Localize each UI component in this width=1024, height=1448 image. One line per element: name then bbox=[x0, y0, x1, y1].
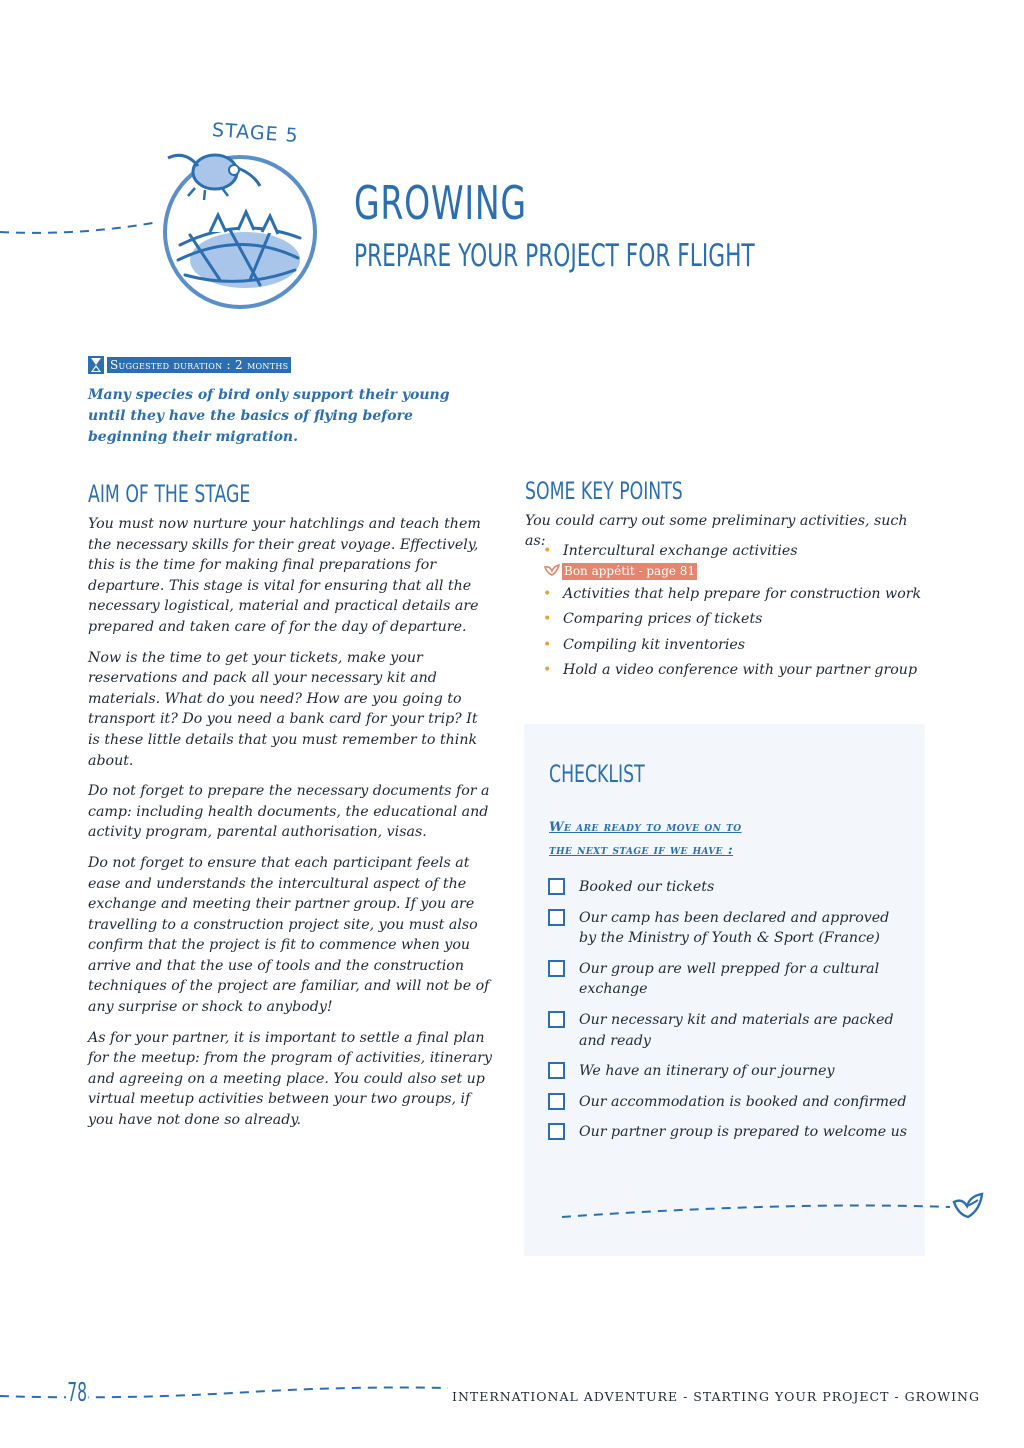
reference-link[interactable] bbox=[540, 563, 930, 580]
duration-text: Suggested duration : 2 months bbox=[107, 357, 291, 373]
checklist-subtitle-line: We are ready to move on to bbox=[549, 820, 742, 835]
bullet-icon: • bbox=[543, 662, 552, 679]
checklist-item bbox=[548, 1122, 908, 1143]
bullet-icon: • bbox=[543, 611, 552, 628]
list-item bbox=[540, 541, 930, 561]
list-item bbox=[540, 609, 930, 629]
checklist-item bbox=[548, 877, 908, 898]
checklist-item bbox=[548, 1010, 908, 1051]
aim-body bbox=[88, 514, 493, 1141]
intro-text: Many species of bird only support their young until they have the basics of flying before beginning their migration. bbox=[88, 387, 450, 445]
bullet-icon: • bbox=[543, 636, 552, 653]
key-point-text: Comparing prices of tickets bbox=[563, 611, 763, 628]
checklist-subtitle bbox=[549, 816, 809, 862]
duration-badge bbox=[88, 355, 291, 375]
key-point-text: Activities that help prepare for construction work bbox=[563, 585, 922, 602]
aim-paragraph: As for your partner, it is important to settle a final plan for the meetup: from the program of activities, itinerary and agreeing on a meeting place. You could also set up virtual meetup activities between your two groups, if you have not done so already. bbox=[88, 1029, 493, 1129]
checklist-item bbox=[548, 1092, 908, 1113]
bullet-icon: • bbox=[543, 585, 552, 602]
aim-heading: AIM OF THE STAGE bbox=[88, 480, 251, 508]
dashed-flight-path-left bbox=[0, 212, 160, 242]
checklist-heading: CHECKLIST bbox=[549, 760, 645, 788]
dashed-flight-path-panel bbox=[560, 1190, 1000, 1225]
checklist-item bbox=[548, 1061, 908, 1082]
checklist-item-text: Booked our tickets bbox=[579, 879, 715, 895]
checklist-item-text: We have an itinerary of our journey bbox=[579, 1063, 835, 1080]
page-title: GROWING bbox=[354, 176, 527, 230]
page-subtitle: PREPARE YOUR PROJECT FOR FLIGHT bbox=[354, 238, 755, 274]
aim-paragraph: Now is the time to get your tickets, make your reservations and pack all your necessary kit and materials. What do you need? How are you going to transport it? Do you need a bank card for your trip? It is these little details that you must remember to think about. bbox=[88, 649, 478, 769]
hourglass-icon bbox=[88, 356, 104, 374]
bird-icon bbox=[954, 1194, 982, 1217]
reference-badge[interactable]: Bon appétit - page 81 bbox=[564, 563, 696, 578]
checklist bbox=[548, 877, 908, 1153]
list-item bbox=[540, 584, 930, 604]
checkbox[interactable] bbox=[548, 1011, 565, 1028]
checklist-item-text: Our camp has been declared and approved by the Ministry of Youth & Sport (France) bbox=[579, 909, 890, 947]
checkbox[interactable] bbox=[548, 909, 565, 926]
checklist-item bbox=[548, 959, 908, 1000]
checklist-item-text: Our partner group is prepared to welcome us bbox=[579, 1124, 908, 1141]
checklist-item bbox=[548, 908, 908, 949]
checkbox[interactable] bbox=[548, 1062, 565, 1079]
footer-text: INTERNATIONAL ADVENTURE - STARTING YOUR PROJECT - GROWING bbox=[452, 1389, 980, 1404]
key-points-list bbox=[540, 541, 930, 686]
key-points-heading: SOME KEY POINTS bbox=[525, 477, 683, 505]
checklist-subtitle-line: the next stage if we have : bbox=[549, 843, 734, 858]
checkbox[interactable] bbox=[548, 960, 565, 977]
list-item bbox=[540, 635, 930, 655]
nest-emblem-icon bbox=[160, 120, 320, 310]
stage-label: STAGE 5 bbox=[211, 119, 300, 147]
page-number: 78 bbox=[67, 1378, 88, 1408]
checklist-item-text: Our accommodation is booked and confirmed bbox=[579, 1093, 907, 1110]
bird-icon bbox=[544, 564, 560, 578]
checkbox[interactable] bbox=[548, 1123, 565, 1140]
aim-paragraph: You must now nurture your hatchlings and teach them the necessary skills for their great voyage. Effectively, this is the time for making final preparations for departure. This stage is vital for ensuring that all the necessary logistical, material and practical details are prepared and taken care of for the day of departure. bbox=[88, 516, 481, 635]
aim-paragraph: Do not forget to prepare the necessary documents for a camp: including health documents, the educational and activity program, parental authorisation, visas. bbox=[88, 783, 490, 841]
checklist-item-text: Our necessary kit and materials are packed and ready bbox=[579, 1011, 894, 1049]
checkbox[interactable] bbox=[548, 878, 565, 895]
checkbox[interactable] bbox=[548, 1093, 565, 1110]
checklist-item-text: Our group are well prepped for a cultural exchange bbox=[579, 960, 880, 998]
key-point-text: Hold a video conference with your partner group bbox=[563, 662, 918, 679]
key-points-intro: You could carry out some preliminary activities, such as: bbox=[525, 513, 908, 549]
aim-paragraph: Do not forget to ensure that each participant feels at ease and understands the intercultural aspect of the exchange and meeting their partner group. If you are travelling to a construction project site, you must also confirm that the project is fit to commence when you arrive and that the use of tools and the construction techniques of the project are familiar, and will not be of any surprise or shock to anybody! bbox=[88, 854, 490, 1016]
bullet-icon: • bbox=[543, 543, 552, 559]
list-item bbox=[540, 660, 930, 680]
key-point-text: Intercultural exchange activities bbox=[563, 543, 798, 559]
key-point-text: Compiling kit inventories bbox=[563, 636, 746, 653]
